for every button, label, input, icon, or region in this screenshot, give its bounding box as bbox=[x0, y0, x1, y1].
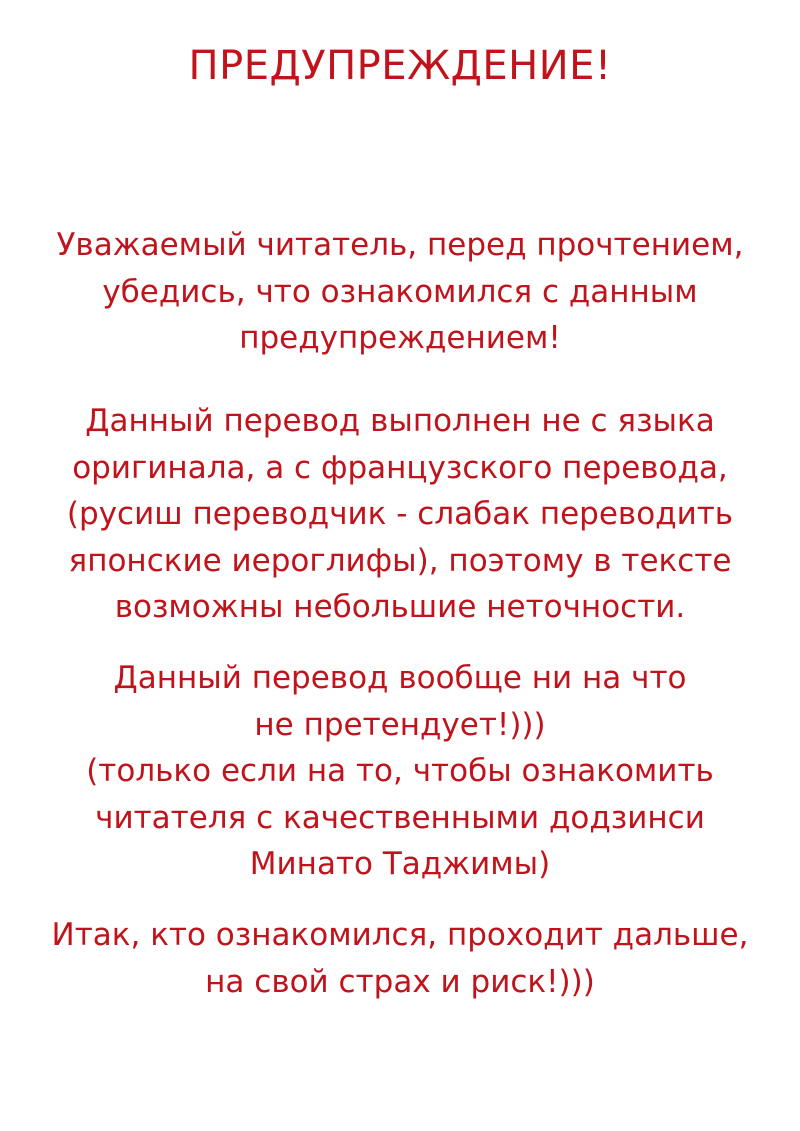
paragraph-translation-note bbox=[20, 398, 780, 631]
paragraph-disclaimer bbox=[20, 655, 780, 888]
paragraph-line: убедись, что ознакомился с данным bbox=[102, 273, 698, 310]
paragraph-greeting bbox=[20, 222, 780, 362]
paragraph-line: Уважаемый читатель, перед прочтением, bbox=[56, 227, 744, 263]
paragraph-line: предупреждением! bbox=[239, 320, 561, 356]
paragraph-line: (русиш переводчик - слабак переводить bbox=[66, 496, 734, 532]
paragraph-line: Данный перевод выполнен не с языка bbox=[85, 403, 715, 439]
paragraph-closing bbox=[20, 912, 780, 1005]
paragraph-line: читателя с качественными додзинси bbox=[95, 799, 705, 836]
paragraph-line: возможны небольшие неточности. bbox=[114, 589, 686, 625]
paragraph-line: не претендует!))) bbox=[254, 706, 546, 743]
paragraph-line: (только если на то, чтобы ознакомить bbox=[86, 753, 714, 789]
paragraph-line: оригинала, а с французского перевода, bbox=[72, 449, 728, 486]
paragraph-line: Данный перевод вообще ни на что bbox=[113, 660, 687, 696]
paragraph-line: Минато Таджимы) bbox=[249, 846, 551, 882]
page-title: ПРЕДУПРЕЖДЕНИЕ! bbox=[188, 43, 612, 89]
paragraph-line: японские иероглифы), поэтому в тексте bbox=[68, 542, 732, 579]
paragraph-line: Итак, кто ознакомился, проходит дальше, bbox=[51, 917, 749, 953]
paragraph-line: на свой страх и риск!))) bbox=[205, 963, 595, 1000]
